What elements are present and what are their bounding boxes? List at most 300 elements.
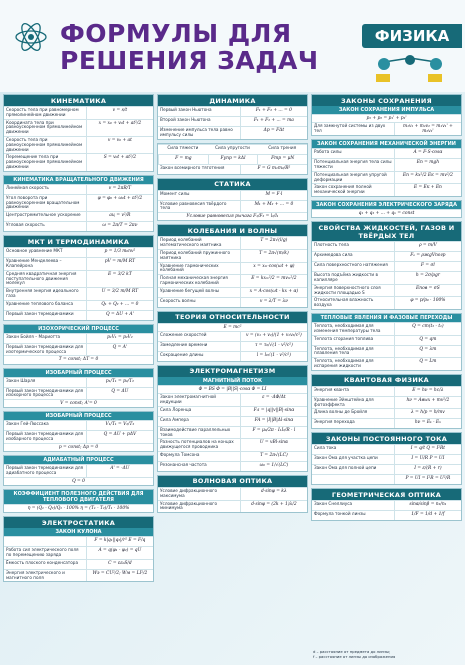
- formula-row: [158, 126, 307, 139]
- formula-expression: A = q(φ₁ - φ₂) = qU: [86, 547, 153, 559]
- formula-expression: E = hν = hc/λ: [394, 387, 461, 396]
- formula-expression: aц = v²/R: [86, 212, 153, 221]
- formula-expression: T = 2π√(l/g): [240, 237, 307, 249]
- formula-expression: h = 2σ/ρgr: [394, 272, 461, 284]
- formula-expression: Eп = mgh: [394, 159, 461, 171]
- formula-row: [312, 396, 461, 409]
- formula-label: Изменение импульса тела равно импульсу силы: [160, 127, 233, 137]
- formula-section: [3, 235, 154, 321]
- formula-row: [4, 136, 153, 153]
- formula-label: Уравнение гармонических колебаний: [160, 262, 219, 273]
- formula-expression: I = U/R P = UI: [394, 455, 461, 464]
- formula-row: [4, 184, 153, 194]
- formula-label: Угловая скорость: [6, 222, 45, 228]
- section-title: ЭЛЕКТРОСТАТИКА: [4, 517, 153, 528]
- formula-row: [312, 500, 461, 510]
- formula-label: Ёмкость плоского конденсатора: [6, 559, 79, 565]
- formula-expression: p = const; Δp = 0: [4, 443, 153, 451]
- formula-expression: v = λ/T = λν: [240, 298, 307, 307]
- formula-expression: F₁ + F₂ + ... = ma: [240, 117, 307, 126]
- formula-row: [158, 249, 307, 262]
- formula-section: [157, 143, 308, 175]
- formula-label: Длина волны де Бройля: [314, 409, 368, 415]
- formula-row: [4, 287, 153, 300]
- formula-section: [311, 313, 462, 371]
- formula-row: [4, 536, 153, 546]
- formula-row: [158, 393, 307, 406]
- formula-expression: A = F·S·cosα: [394, 149, 461, 158]
- formula-section: [157, 475, 308, 513]
- formula-expression: hν = Aвых + mv²/2: [394, 397, 461, 409]
- formula-expression: λ = h/p = h/mv: [394, 409, 461, 418]
- formula-label: [312, 475, 394, 484]
- formula-row: [4, 153, 153, 170]
- formula-expression: F₁ + F₂ + ... = 0: [240, 107, 307, 116]
- formula-expression: η = (Q₁ - Q₂)/Q₁ · 100% η = (T₁ - T₂)/T₁ · 100%: [4, 504, 153, 512]
- formula-row: [4, 377, 153, 387]
- formula-expression: M = F·l: [240, 191, 307, 200]
- formula-row: [4, 211, 153, 221]
- formula-label: Первый закон термодинамики для изотермического процесса: [6, 343, 84, 354]
- section-subtitle: АДИАБАТНЫЙ ПРОЦЕСС: [4, 456, 153, 464]
- formula-label: Разность потенциалов на концах движущегося проводника: [160, 439, 234, 450]
- formula-row: [4, 270, 153, 287]
- formula-label: Формула тонкой линзы: [314, 511, 366, 517]
- formula-expression: A' = -ΔU: [86, 465, 153, 477]
- formula-expression: 1/F = 1/d + 1/f: [394, 511, 461, 520]
- formula-label: Закон сохранения полной механической энергии: [314, 184, 372, 195]
- formula-section: [157, 178, 308, 222]
- formula-label: [4, 537, 86, 546]
- formula-label: Работа силы: [314, 149, 342, 155]
- formula-row: [312, 335, 461, 345]
- formula-row: [158, 500, 307, 513]
- formula-expression: ε = -ΔΦ/Δt: [240, 394, 307, 406]
- formula-row: [158, 351, 307, 361]
- formula-label: Первый закон термодинамики для изохорного процесса: [6, 387, 84, 398]
- formula-label: Теплота, необходимая для изменения температуры тела: [314, 322, 381, 333]
- formula-expression: E = kxₘ²/2 = mvₘ²/2: [240, 275, 307, 287]
- formula-expression: p₁/T₁ = p₂/T₂: [86, 378, 153, 387]
- formula-expression: Q = 0: [4, 477, 153, 485]
- formula-row: [158, 287, 307, 297]
- section-title: ЗАКОНЫ ПОСТОЯННОГО ТОКА: [312, 433, 461, 444]
- formula-expression: T = const; ΔT = 0: [4, 355, 153, 363]
- formula-row: [158, 164, 307, 174]
- formula-row: [4, 559, 153, 569]
- formula-row: [4, 119, 153, 136]
- formula-label: Архимедова сила: [314, 252, 353, 258]
- formula-expression: Q = ΔU + pΔV: [86, 431, 153, 443]
- formula-row: [312, 464, 461, 474]
- section-title: СТАТИКА: [158, 179, 307, 190]
- formula-expression: E = 3/2 kT: [86, 271, 153, 287]
- section-title: КОЛЕБАНИЯ И ВОЛНЫ: [158, 225, 307, 236]
- formula-label: Условие равновесия твёрдого тела: [160, 200, 227, 211]
- formula-expression: P = UI = I²R = U²/R: [394, 475, 461, 484]
- section-subtitle: КИНЕМАТИКА ВРАЩАТЕЛЬНОГО ДВИЖЕНИЯ: [4, 176, 153, 184]
- formula-expression: v = v₀ + at: [86, 137, 153, 153]
- formula-label: Основное уравнение МКТ: [6, 248, 63, 254]
- molecule-icon: [370, 52, 450, 86]
- formula-label: Закон Гей-Люссака: [6, 421, 49, 427]
- formula-expression: q₁ + q₂ + ... + qₙ = const: [312, 209, 461, 217]
- section-title: СВОЙСТВА ЖИДКОСТЕЙ, ГАЗОВ И ТВЁРДЫХ ТЕЛ: [312, 222, 461, 241]
- formula-row: [312, 408, 461, 418]
- formula-expression: p₁ + p₂ = p₁' + p₂': [312, 114, 461, 122]
- formula-expression: l = l₀√(1 - v²/c²): [240, 352, 307, 361]
- formula-label: Первый закон термодинамики для адиабатного процесса: [6, 465, 84, 475]
- page-title: [60, 20, 319, 74]
- formula-row: [312, 296, 461, 309]
- formula-label: Сила тяжести: [167, 144, 199, 150]
- formula-label: Центростремительное ускорение: [6, 212, 81, 218]
- formula-label: Закон Ома для полной цепи: [314, 465, 377, 471]
- formula-section: [311, 94, 462, 136]
- formula-section: [3, 516, 154, 582]
- formula-row: [4, 300, 153, 310]
- formula-expression: T = 2π√(LC): [240, 452, 307, 461]
- formula-expression: I = q/t Q = I²Rt: [394, 445, 461, 454]
- formula-label: Потенциальная энергия тела силы тяжести: [314, 159, 392, 169]
- formula-row: [312, 444, 461, 454]
- formula-label: Условие дифракционного минимума: [160, 500, 218, 511]
- formula-expression: T = 2π√(m/k): [240, 250, 307, 262]
- formula-expression: S = v₀t + at²/2: [86, 154, 153, 170]
- section-subtitle: ЗАКОН КУЛОНА: [4, 528, 153, 536]
- formula-row: [312, 284, 461, 297]
- subject-badge: ФИЗИКА: [362, 24, 462, 48]
- formula-section: [3, 324, 154, 365]
- formula-row: [4, 106, 153, 119]
- formula-expression: φ = p/p₀ · 100%: [394, 297, 461, 309]
- section-subtitle: КОЭФФИЦИЕНТ ПОЛЕЗНОГО ДЕЙСТВИЯ ДЛЯ ТЕПЛОВОГО ДВИГАТЕЛЯ: [4, 490, 153, 504]
- formula-label: Скорость волны: [160, 297, 196, 303]
- section-title: ТЕОРИЯ ОТНОСИТЕЛЬНОСТИ: [158, 312, 307, 323]
- formula-section: [311, 488, 462, 521]
- formula-label: Закон Ома для участка цепи: [314, 455, 378, 461]
- formula-row: [312, 271, 461, 284]
- formula-label: Первый закон Ньютона: [160, 107, 212, 112]
- formula-expression: E = mc²: [158, 323, 307, 331]
- formula-section: [3, 489, 154, 513]
- formula-label: Сила упругости: [215, 144, 250, 150]
- formula-section: [311, 374, 462, 430]
- formula-expression: F = k|q₁||q₂|/r² E = F/q: [86, 537, 153, 546]
- formula-expression: φ = φ₀ + ω₀t + εt²/2: [86, 195, 153, 211]
- formula-expression: pV = m/M RT: [86, 258, 153, 270]
- formula-row: [312, 322, 461, 335]
- footer-note: d – расстояние от предмета до линзы;: [313, 649, 391, 654]
- formula-label: Потенциальная энергия упругой деформации: [314, 171, 387, 182]
- formula-expression: C = εε₀S/d: [86, 560, 153, 569]
- formula-label: Линейная скорость: [6, 184, 49, 190]
- formula-expression: p₁V₁ = p₂V₂: [86, 334, 153, 343]
- formula-label: Условие дифракционного максимума: [160, 487, 218, 498]
- atom-icon: [14, 20, 48, 54]
- formula-expression: V₁/T₁ = V₂/T₂: [86, 421, 153, 430]
- column-middle: [157, 94, 308, 516]
- formula-expression: p = 1/3 m₀nv²: [86, 248, 153, 257]
- section-title: ВОЛНОВАЯ ОПТИКА: [158, 476, 307, 487]
- formula-row: [4, 430, 153, 443]
- formula-expression: U = 3/2 m/M RT: [86, 288, 153, 300]
- formula-section: [3, 411, 154, 452]
- formula-section: [157, 94, 308, 140]
- formula-row: [4, 464, 153, 477]
- section-subtitle: ЗАКОН СОХРАНЕНИЯ ИМПУЛЬСА: [312, 106, 461, 114]
- formula-row: [4, 546, 153, 559]
- formula-expression: m₁v₁ + m₂v₂ = m₁v₁' + m₂v₂': [394, 123, 461, 135]
- formula-row: [158, 116, 307, 126]
- formula-section: [3, 455, 154, 486]
- formula-row: [4, 569, 153, 582]
- formula-section: [311, 200, 462, 218]
- formula-label: Формула Томсона: [160, 451, 200, 457]
- section-subtitle: ТЕПЛОВЫЕ ЯВЛЕНИЯ И ФАЗОВЫЕ ПЕРЕХОДЫ: [312, 314, 461, 322]
- section-subtitle: ИЗОБАРНЫЙ ПРОЦЕСС: [4, 412, 153, 420]
- formula-expression: Φ = BS Φ = |B||S|·cosα Φ = LI: [158, 385, 307, 393]
- formula-expression: FA = |I||B|Δl·sinα: [240, 417, 307, 426]
- formula-label: Второй закон Ньютона: [160, 117, 211, 122]
- formula-label: Уравнение Эйнштейна для фотоэффекта: [314, 396, 374, 407]
- formula-expression: Условие равновесия рычага F₁/F₂ = l₂/l₁: [158, 212, 307, 220]
- formula-row: [312, 148, 461, 158]
- formula-label: Энергия поверхностного слоя жидкости площадью S: [314, 284, 381, 295]
- formula-row: [158, 487, 307, 500]
- formula-label: Средняя квадратичная энергия поступательного движения молекул: [6, 270, 77, 286]
- section-subtitle: МАГНИТНЫЙ ПОТОК: [158, 377, 307, 385]
- formula-expression: τ = τ₀/√(1 - v²/c²): [240, 342, 307, 351]
- formula-label: Координата тела при равноускоренном прямолинейном движении: [6, 119, 83, 135]
- formula-row: [312, 474, 461, 484]
- column-right: [311, 94, 462, 524]
- formula-expression: v = 2πR/T: [86, 185, 153, 194]
- formula-expression: E = Eк + Eп: [394, 184, 461, 196]
- formula-label: Перемещение тела при равноускоренном прямолинейном движении: [6, 154, 83, 169]
- formula-row: [4, 247, 153, 257]
- formula-label: Сила трения: [268, 144, 297, 150]
- formula-section: [157, 224, 308, 307]
- formula-expression: d·sinφ = kλ: [240, 488, 307, 500]
- formula-row: [158, 331, 307, 341]
- formula-label: Энергия электрического и магнитного поля: [6, 569, 65, 580]
- formula-row: [312, 122, 461, 135]
- formula-expression: x = x₀ + v₀t + at²/2: [86, 120, 153, 136]
- formula-expression: F = G m₁m₂/R²: [240, 165, 307, 174]
- formula-expression: Q = qm: [394, 336, 461, 345]
- formula-row: [4, 257, 153, 270]
- formula-expression: Q = cm(t₂ - t₁): [394, 323, 461, 335]
- formula-expression: sinα/sinβ = n₂/n₁: [394, 501, 461, 510]
- formula-label: Скорость тела при равномерном прямолинейном движении: [6, 107, 79, 117]
- formula-row: [158, 190, 307, 200]
- formula-expression: x = A·cos(ωt - kx + α): [240, 288, 307, 297]
- formula-expression: I = ε/(R + r): [394, 465, 461, 474]
- formula-row: [312, 158, 461, 171]
- formula-section: [311, 139, 462, 197]
- formula-label: Уравнение бегущей волны: [160, 287, 220, 293]
- header: [0, 0, 465, 92]
- section-subtitle: ЗАКОН СОХРАНЕНИЯ ЭЛЕКТРИЧЕСКОГО ЗАРЯДА: [312, 201, 461, 209]
- formula-label: Закон Снеллиуса: [314, 501, 353, 507]
- formula-expression: Q = ΔU: [86, 388, 153, 400]
- formula-row: [312, 454, 461, 464]
- formula-row: [312, 386, 461, 396]
- formula-expression: ω = 2π/T = 2πν: [86, 222, 153, 231]
- formula-expression: F = σl: [394, 262, 461, 271]
- formula-section: [3, 175, 154, 232]
- formula-expression: Fтр = μN: [257, 155, 307, 164]
- formula-section: [3, 368, 154, 409]
- formula-expression: Δp = FΔt: [240, 127, 307, 139]
- formula-label: Сокращение длины: [160, 351, 204, 357]
- formula-label: Полная механическая энергия гармонических колебаний: [160, 275, 228, 285]
- formula-expression: v = s/t: [86, 107, 153, 119]
- formula-label: Момент силы: [160, 190, 190, 196]
- formula-expression: Q = λm: [394, 346, 461, 358]
- formula-label: Период колебаний математического маятника: [160, 237, 222, 248]
- column-left: [3, 94, 154, 585]
- title-line-1: ФОРМУЛЫ ДЛЯ: [60, 19, 292, 48]
- formula-label: Резонансная частота: [160, 461, 207, 467]
- formula-label: Сложение скоростей: [160, 331, 207, 337]
- formula-row: [4, 310, 153, 320]
- formula-row: [158, 341, 307, 351]
- formula-expression: Q = ΔU + A': [86, 311, 153, 320]
- formula-label: Период колебаний пружинного маятника: [160, 249, 231, 260]
- formula-label: Первый закон термодинамики для изобарного процесса: [6, 431, 84, 442]
- formula-row: [158, 451, 307, 461]
- formula-expression: ω₀ = 1/√(LC): [240, 462, 307, 471]
- formula-row: [158, 154, 307, 164]
- formula-expression: d·sinφ = (2k + 1)λ/2: [240, 501, 307, 513]
- section-title: ЭЛЕКТРОМАГНЕТИЗМ: [158, 366, 307, 377]
- formula-row: [158, 438, 307, 451]
- section-title: ДИНАМИКА: [158, 95, 307, 106]
- formula-label: Для замкнутой системы из двух тел: [314, 123, 386, 133]
- formula-expression: Q₁ + Q₂ + ... = 0: [86, 301, 153, 310]
- formula-label: Энергия перехода: [314, 419, 355, 425]
- formula-expression: Fл = |q||v||B|·sinα: [240, 407, 307, 416]
- formula-label: Теплота, необходимая для испарения жидкости: [314, 358, 374, 368]
- formula-row: [4, 387, 153, 400]
- formula-label: Энергия кванта: [314, 386, 349, 392]
- formula-section: [157, 311, 308, 362]
- formula-expression: Wэ = CU²/2; Wм = LI²/2: [86, 570, 153, 582]
- formula-label: Относительная влажность воздуха: [314, 297, 374, 308]
- formula-section: [3, 94, 154, 172]
- formula-label: Закон Шарля: [6, 377, 36, 383]
- formula-expression: Fупр = kΔl: [208, 155, 258, 164]
- section-title: КВАНТОВАЯ ФИЗИКА: [312, 375, 461, 386]
- formula-expression: x = xₘ·cos(ωt + φ): [240, 263, 307, 275]
- formula-section: [311, 221, 462, 310]
- formula-row: [158, 297, 307, 307]
- formula-row: [312, 251, 461, 261]
- formula-expression: V = const; A'= 0: [4, 399, 153, 407]
- footer-notes: [311, 650, 462, 659]
- formula-row: [158, 236, 307, 249]
- formula-expression: hν = Eₖ - Eₙ: [394, 419, 461, 428]
- formula-row: [312, 357, 461, 370]
- section-title: ЗАКОНЫ СОХРАНЕНИЯ: [312, 95, 461, 106]
- section-title: ГЕОМЕТРИЧЕСКАЯ ОПТИКА: [312, 489, 461, 500]
- formula-row: [312, 418, 461, 428]
- section-subtitle: ЗАКОН СОХРАНЕНИЯ МЕХАНИЧЕСКОЙ ЭНЕРГИИ: [312, 140, 461, 148]
- formula-row: [4, 343, 153, 356]
- formula-row: [158, 426, 307, 439]
- formula-expression: Eп = kx²/2 Eк = mv²/2: [394, 172, 461, 184]
- section-subtitle: ИЗОХОРИЧЕСКИЙ ПРОЦЕСС: [4, 325, 153, 333]
- formula-expression: Fₐ = ρжgVпогр: [394, 252, 461, 261]
- formula-row: [312, 345, 461, 358]
- formula-label: Сила поверхностного натяжения: [314, 262, 388, 268]
- section-title: МКТ И ТЕРМОДИНАМИКА: [4, 236, 153, 247]
- formula-label: Теплота сгорания топлива: [314, 335, 374, 341]
- title-line-2: РЕШЕНИЯ ЗАДАЧ: [60, 46, 319, 75]
- formula-label: Замедление времени: [160, 341, 208, 347]
- formula-row: [158, 274, 307, 287]
- formula-label: Сила Ампера: [160, 416, 189, 422]
- formula-expression: ρ = m/V: [394, 242, 461, 251]
- formula-expression: v = (v₁ + v₂)/(1 + v₁v₂/c²): [240, 332, 307, 341]
- formula-row: [312, 261, 461, 271]
- formula-label: Плотность тела: [314, 242, 349, 248]
- formula-expression: F = μ₀/2π · I₁I₂/R · l: [240, 427, 307, 439]
- formula-section: [157, 365, 308, 472]
- formula-row: [4, 420, 153, 430]
- formula-label: Первый закон термодинамики: [6, 310, 74, 316]
- formula-row: [312, 183, 461, 196]
- formula-label: Сила тока: [314, 445, 337, 451]
- formula-label: Уравнение теплового баланса: [6, 300, 74, 306]
- formula-row: [312, 510, 461, 520]
- formula-row: [312, 241, 461, 251]
- formula-row: [158, 106, 307, 116]
- formula-expression: Q = A': [86, 344, 153, 356]
- formula-label: Закон электромагнитной индукции: [160, 394, 216, 404]
- formula-row: [158, 200, 307, 213]
- footer-note: f – расстояние от линзы до изображения: [313, 653, 396, 659]
- formula-row: [158, 144, 307, 154]
- formula-label: Взаимодействие параллельных токов: [160, 426, 231, 437]
- formula-row: [158, 461, 307, 471]
- formula-row: [312, 171, 461, 184]
- formula-label: Угол поворота при равноускоренном вращательном движении: [6, 194, 80, 210]
- section-subtitle: ИЗОБАРНЫЙ ПРОЦЕСС: [4, 369, 153, 377]
- formula-label: Уравнение Менделеева – Клапейрона: [6, 258, 62, 268]
- formula-row: [158, 406, 307, 416]
- formula-label: Работа сил электрического поля по перемещению заряда: [6, 547, 79, 557]
- formula-label: Закон всемирного тяготения: [160, 164, 225, 170]
- formula-label: Теплота, необходимая для плавления тела: [314, 345, 374, 356]
- formula-expression: Q = Lm: [394, 358, 461, 370]
- formula-row: [4, 333, 153, 343]
- formula-row: [158, 416, 307, 426]
- formula-expression: U = vBl·sinα: [240, 439, 307, 451]
- formula-section: [311, 432, 462, 485]
- formula-expression: Eпов = σS: [394, 285, 461, 297]
- section-title: КИНЕМАТИКА: [4, 95, 153, 106]
- formula-label: Внутренняя энергия идеального газа: [6, 288, 79, 298]
- formula-row: [4, 194, 153, 211]
- formula-label: Высота подъёма жидкости в капилляре: [314, 272, 378, 282]
- formula-label: Закон Бойля – Мариотта: [6, 333, 61, 339]
- formula-row: [158, 262, 307, 275]
- formula-expression: F = mg: [158, 155, 208, 164]
- formula-expression: M₁ + M₂ + ... = 0: [240, 201, 307, 213]
